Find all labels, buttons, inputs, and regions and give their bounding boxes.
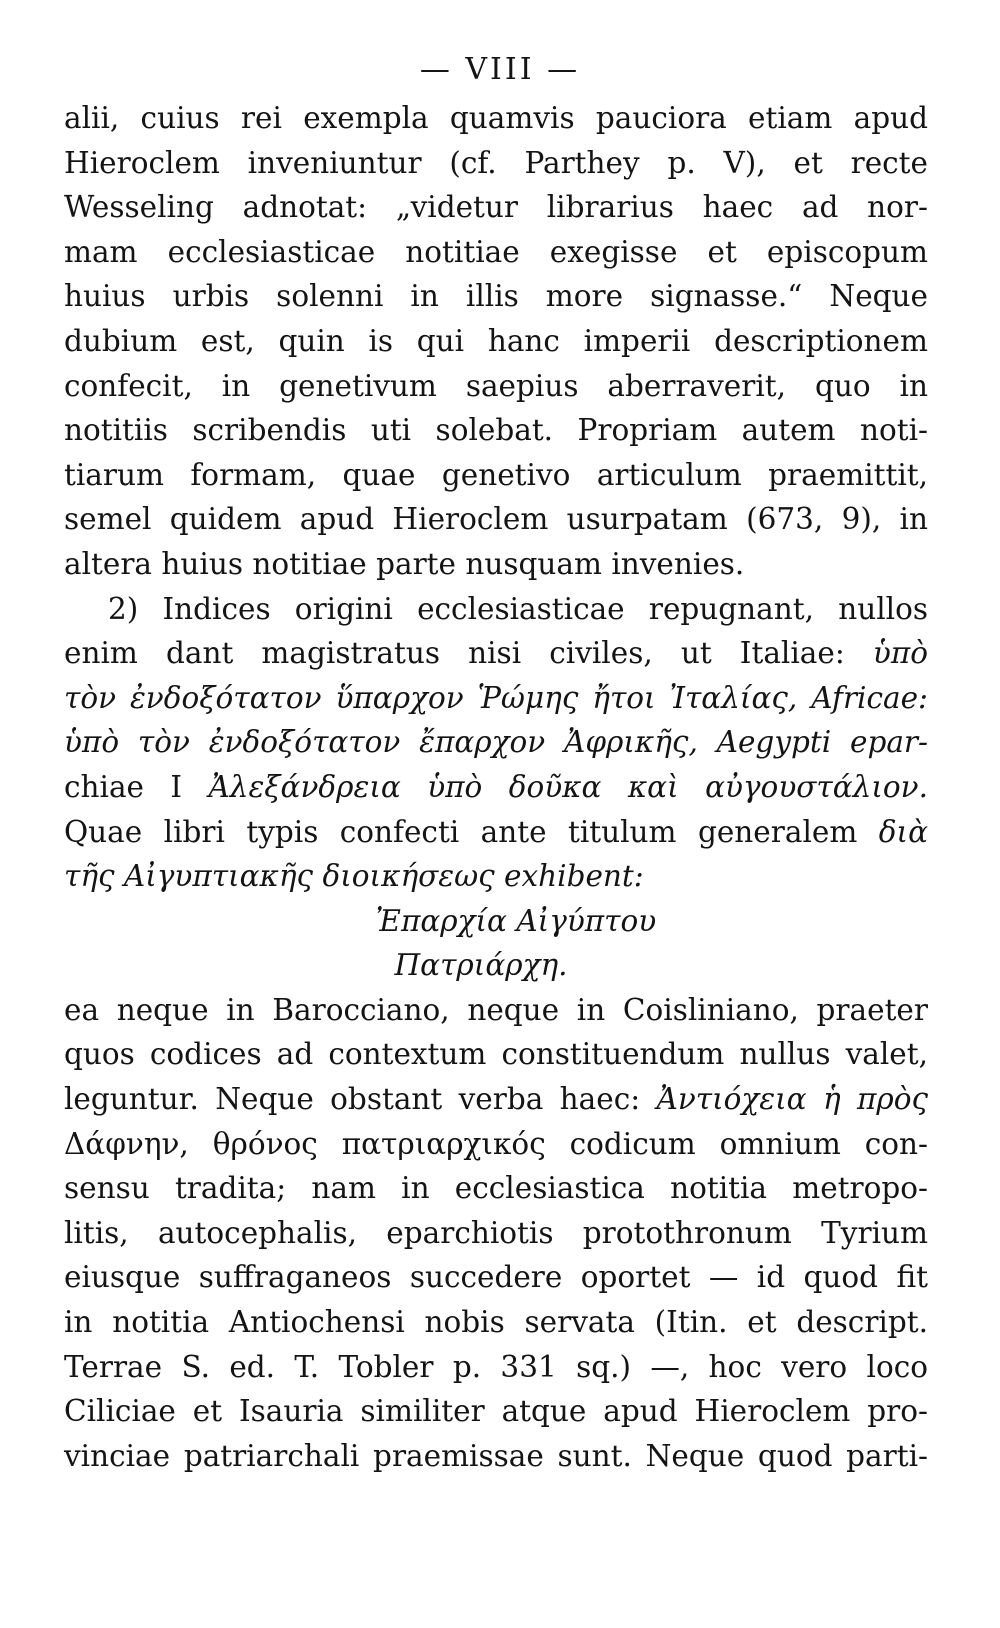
text-line: Terrae S. ed. T. Tobler p. 331 sq.) —, hoc vero loco <box>64 1349 928 1384</box>
text-line: litis, autocephalis, eparchiotis protothronum Tyrium <box>64 1215 928 1250</box>
text-line: altera huius notitiae parte nusquam invenies. <box>64 546 745 581</box>
text-line: quos codices ad contextum constituendum nullus valet, <box>64 1037 928 1072</box>
greek-run: Ἀντιόχεια ἡ πρὸς <box>656 1082 928 1117</box>
latin-run: leguntur. Neque obstant verba haec: <box>64 1082 641 1117</box>
greek-run: ὑπὸ <box>872 636 928 671</box>
text-line: Δάφνην, θρόνος πατριαρχικός codicum omnium con- <box>64 1126 928 1161</box>
latin-run: chiae I <box>64 769 183 804</box>
text-line-mixed <box>64 1077 928 1122</box>
text-line: dubium est, quin is qui hanc imperii descriptionem <box>64 323 928 358</box>
latin-run: Quae libri typis confecti ante titulum generalem <box>64 814 858 849</box>
heading-patriarche: Πατριάρχη. <box>394 948 568 983</box>
text-line: ea neque in Barocciano, neque in Coisliniano, praeter <box>64 992 928 1027</box>
text-line: alii, cuius rei exempla quamvis pauciora etiam apud <box>64 101 928 135</box>
text-line: huius urbis solenni in illis more signasse.“ Neque <box>64 279 928 314</box>
text-line: semel quidem apud Hieroclem usurpatam (673, 9), in <box>64 502 928 537</box>
text-line-greek: ὑπὸ τὸν ἐνδοξότατον ἔπαρχον Ἀφρικῆς, Aegypti epar- <box>64 725 928 760</box>
text-line: mam ecclesiasticae notitiae exegisse et episcopum <box>64 234 928 269</box>
text-line-mixed <box>64 810 928 855</box>
text-line: Wesseling adnotat: „videtur librarius haec ad nor- <box>64 190 928 225</box>
text-line: in notitia Antiochensi nobis servata (Itin. et descript. <box>64 1305 928 1340</box>
text-line-mixed <box>64 765 928 810</box>
body-text <box>64 96 928 1478</box>
text-line-mixed <box>64 631 928 676</box>
text-line: tiarum formam, quae genetivo articulum praemittit, <box>64 457 928 492</box>
text-line: 2) Indices origini ecclesiasticae repugnant, nullos <box>108 591 928 626</box>
text-line: vinciae patriarchali praemissae sunt. Neque quod parti- <box>64 1438 928 1473</box>
text-line: eiusque suffraganeos succedere oportet — id quod fit <box>64 1260 928 1295</box>
text-line: sensu tradita; nam in ecclesiastica notitia metropo- <box>64 1171 928 1206</box>
text-line: confecit, in genetivum saepius aberraverit, quo in <box>64 368 928 403</box>
heading-eparchia: Ἐπαρχία Αἰγύπτου <box>375 903 657 938</box>
page-header: — VIII — <box>419 52 581 87</box>
greek-run: διὰ <box>878 814 928 849</box>
greek-run: Ἀλεξάνδρεια ὑπὸ δοῦκα καὶ αὐγουστάλιον. <box>208 769 928 804</box>
text-line: Ciliciae et Isauria similiter atque apud Hieroclem pro- <box>64 1394 928 1429</box>
text-line-greek: τὸν ἐνδοξότατον ὕπαρχον Ῥώμης ἤτοι Ἰταλίας, Africae: <box>64 680 928 715</box>
text-line-greek: τῆς Αἰγυπτιακῆς διοικήσεως exhibent: <box>64 859 644 894</box>
text-line: Hieroclem inveniuntur (cf. Parthey p. V), et recte <box>64 145 928 180</box>
latin-run: enim dant magistratus nisi civiles, ut Italiae: <box>64 636 845 671</box>
text-line: notitiis scribendis uti solebat. Propriam autem noti- <box>64 413 928 448</box>
